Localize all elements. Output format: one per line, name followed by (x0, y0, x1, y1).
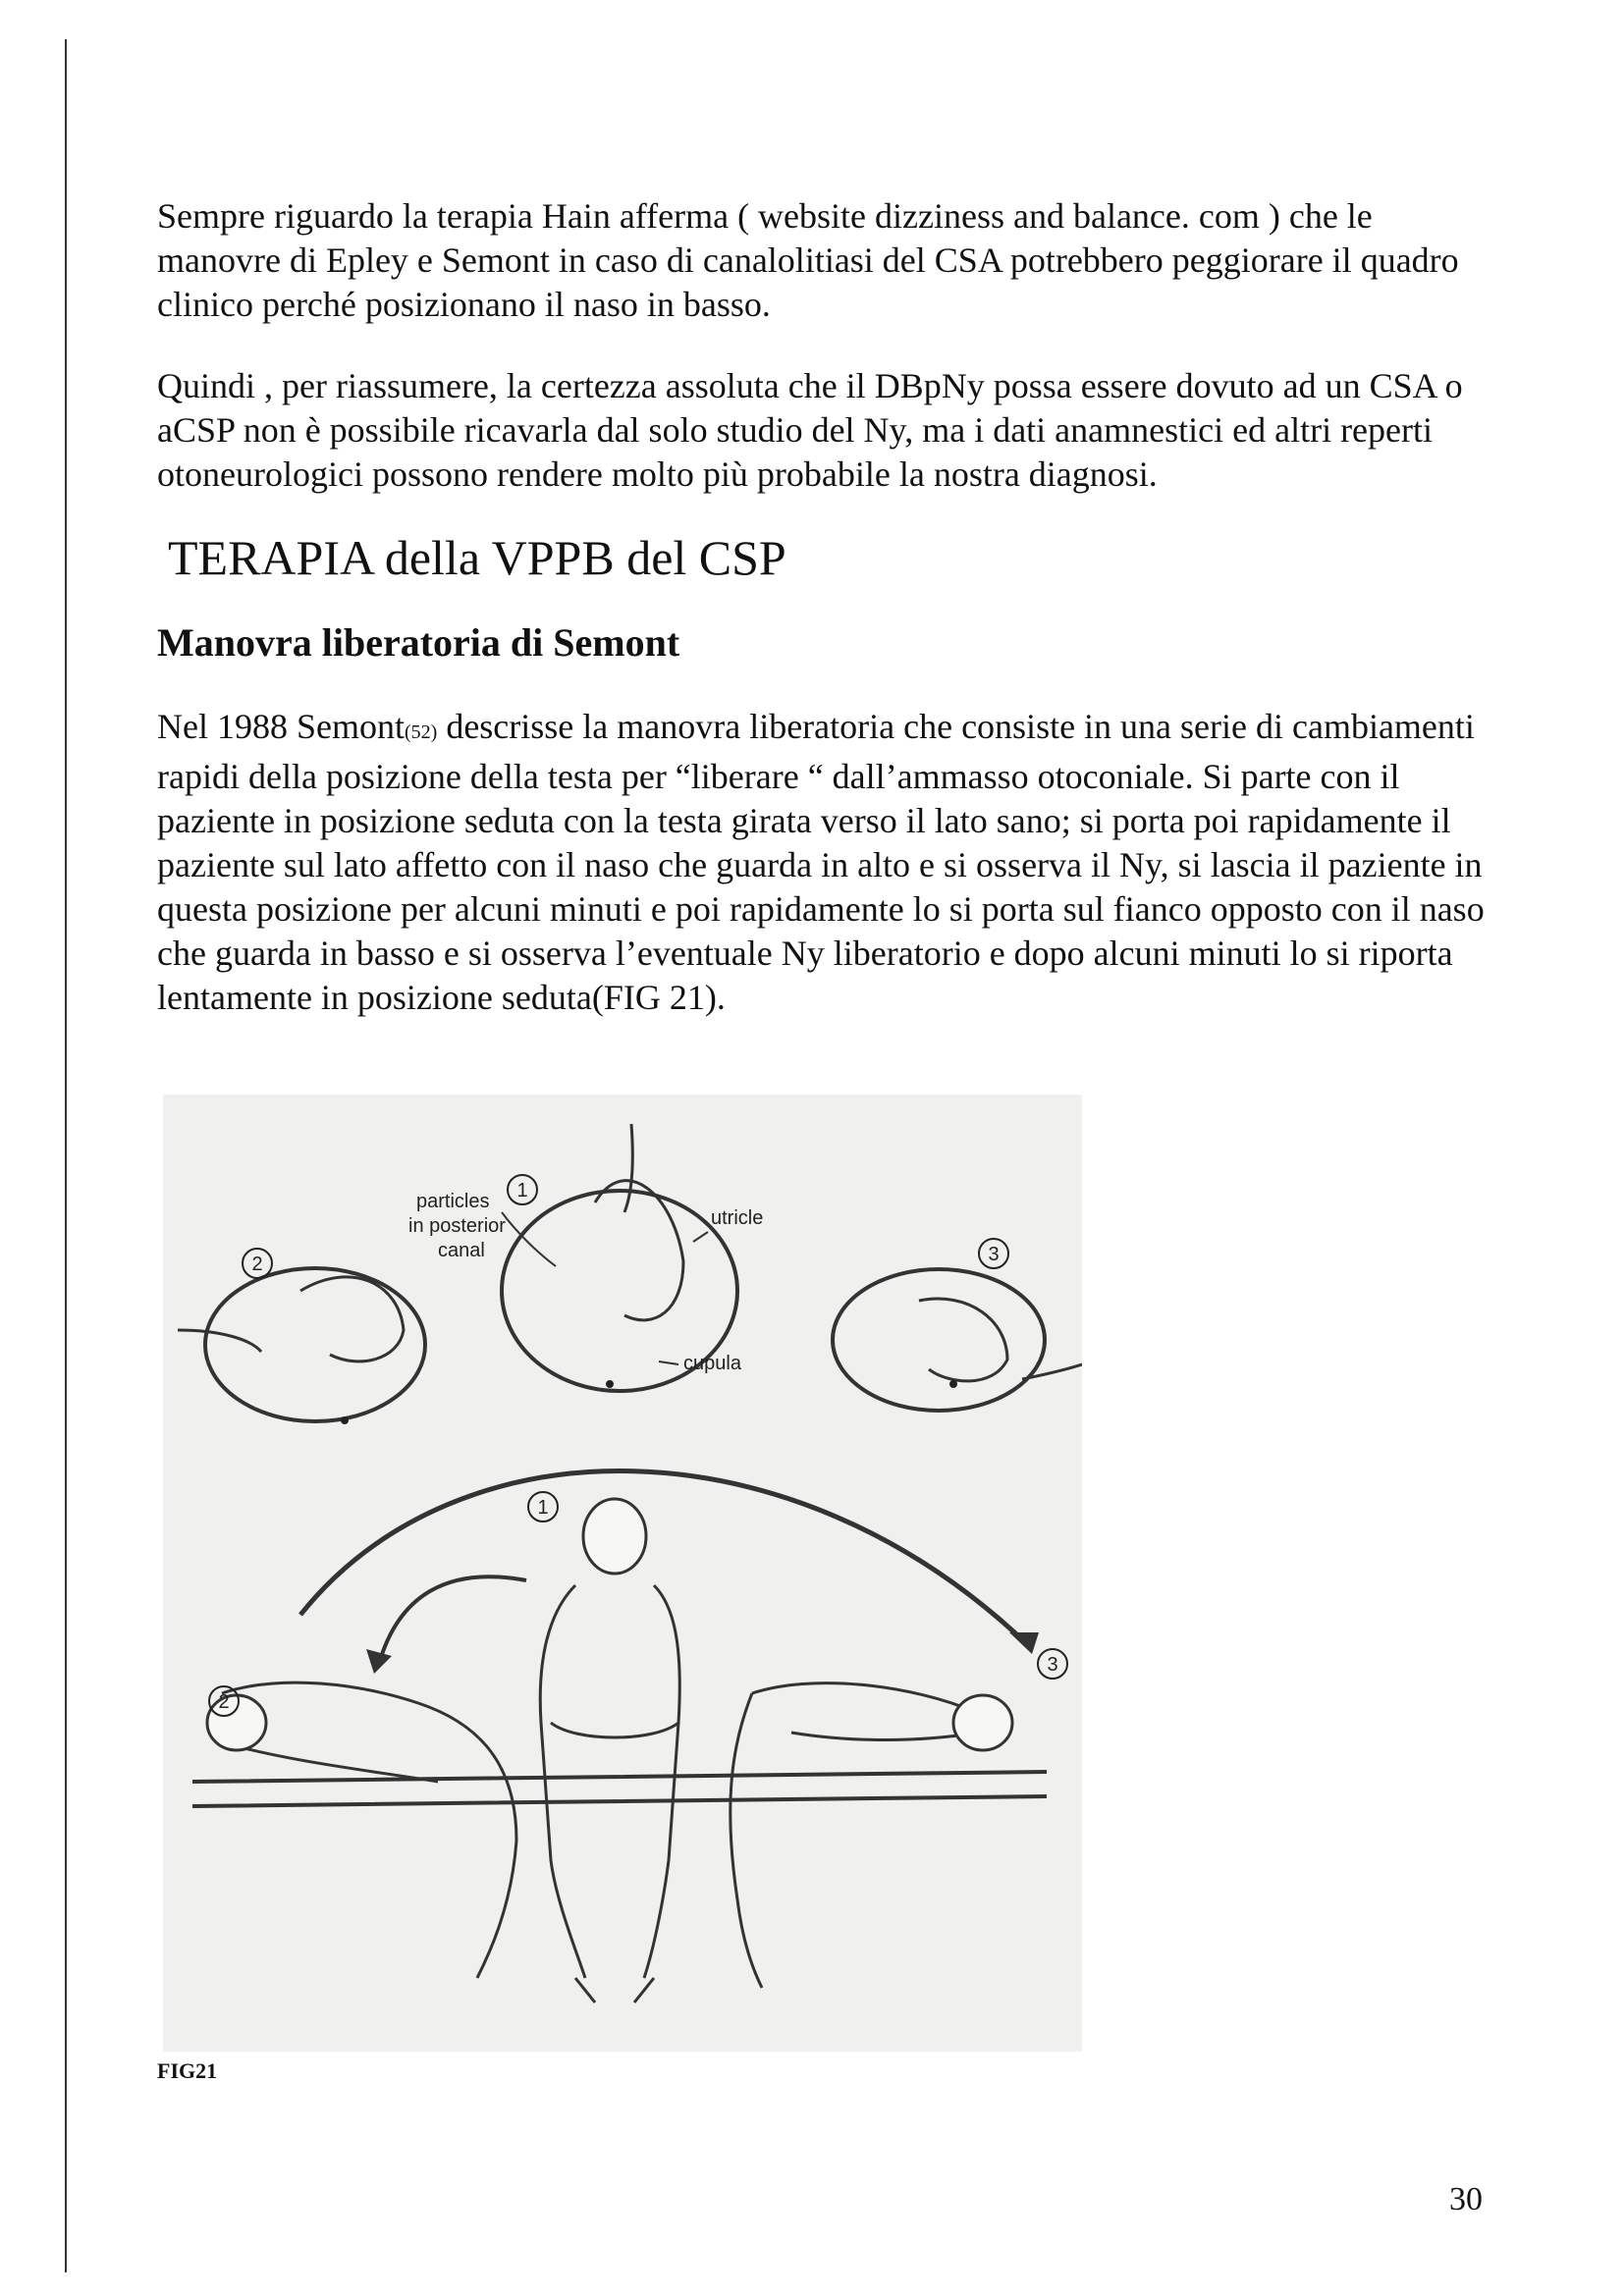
section-heading: TERAPIA della VPPB del CSP (168, 530, 786, 585)
svg-text:2: 2 (218, 1691, 230, 1713)
label-cupula: cupula (683, 1353, 741, 1374)
figure-caption: FIG21 (157, 2058, 218, 2083)
paragraph-semont (157, 705, 1492, 1020)
semont-maneuver-figure (163, 1095, 1082, 2052)
reference-marker: (52) (404, 721, 438, 743)
figure-illustration (163, 1095, 1082, 2052)
svg-text:3: 3 (988, 1244, 1000, 1265)
label-canal: canal (438, 1240, 485, 1261)
paragraph-summary: Quindi , per riassumere, la certezza assoluta che il DBpNy possa essere dovuto ad un CSA o aCSP non è possibile ricavarla dal solo studio del Ny, ma i dati anamnestici ed altri reperti otoneurologici possono rendere molto più probabile la nostra diagnosi. (157, 366, 1463, 494)
svg-text:3: 3 (1047, 1654, 1058, 1676)
page-number: 30 (1449, 2181, 1483, 2217)
subsection-heading: Manovra liberatoria di Semont (157, 620, 680, 665)
margin-rule (65, 39, 67, 2272)
paragraph-hain: Sempre riguardo la terapia Hain afferma ( website dizziness and balance. com ) che le manovre di Epley e Semont in caso di canalolitiasi del CSA potrebbero peggiorare il quadro clinico perché posizionano il naso in basso. (157, 196, 1459, 324)
paragraph-semont-rest: descrisse la manovra liberatoria che consiste in una serie di cambiamenti rapidi della posizione della testa per “liberare “ dall’ammasso otoconiale. Si parte con il paziente in posizione seduta con la testa girata verso il lato sano; si porta poi rapidamente il paziente sul lato affetto con il naso che guarda in alto e si osserva il Ny, si lascia il paziente in questa posizione per alcuni minuti e poi rapidamente lo si porta sul fianco opposto con il naso che guarda in basso e si osserva l’eventuale Ny liberatorio e dopo alcuni minuti lo si riporta lentamente in posizione seduta(FIG 21). (157, 707, 1485, 1017)
label-in-posterior: in posterior (408, 1215, 506, 1237)
svg-text:1: 1 (516, 1180, 528, 1201)
svg-text:1: 1 (537, 1497, 549, 1519)
label-utricle: utricle (711, 1207, 764, 1229)
svg-text:2: 2 (251, 1254, 263, 1275)
paragraph-semont-start: Nel 1988 Semont (157, 707, 405, 746)
label-particles: particles (416, 1191, 490, 1212)
